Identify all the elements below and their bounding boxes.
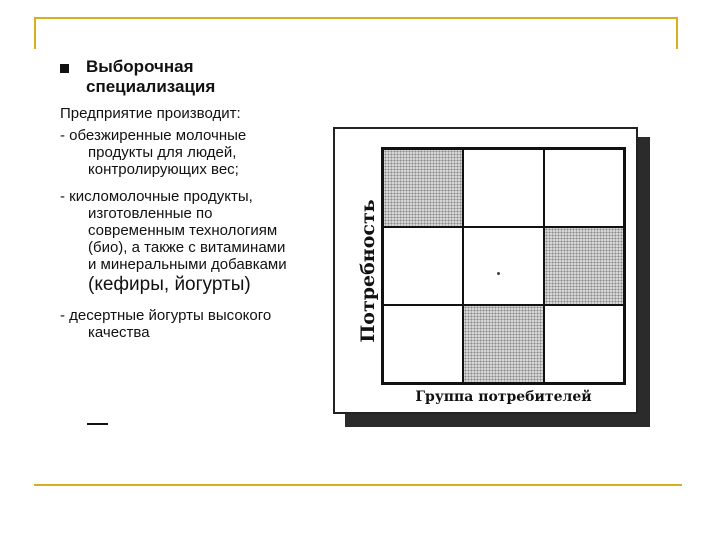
center-dot	[497, 272, 500, 275]
item-line: контролирующих вес;	[88, 161, 239, 178]
matrix-cell	[463, 227, 543, 305]
item-line: современным технологиям	[88, 222, 278, 239]
item-line: качества	[88, 324, 150, 341]
bottom-border-line	[34, 484, 682, 486]
specialization-matrix	[381, 147, 626, 385]
matrix-cell-shaded	[544, 227, 624, 305]
title-text: Выборочная специализация	[86, 57, 216, 96]
dash-mark	[87, 423, 108, 425]
item-line: - кисломолочные продукты,	[60, 188, 253, 205]
y-axis-label: Потребность	[357, 199, 379, 343]
list-item	[60, 307, 335, 341]
item-line: (кефиры, йогурты)	[88, 274, 251, 295]
x-axis-label: Группа потребителей	[415, 389, 592, 405]
list-item	[60, 188, 335, 297]
item-line: - обезжиренные молочные	[60, 127, 247, 144]
item-line: (био), а также с витаминами	[88, 239, 286, 256]
item-line: - десертные йогурты высокого	[60, 307, 272, 324]
body-text	[60, 105, 335, 351]
matrix-cell	[544, 149, 624, 227]
matrix-cell	[383, 227, 463, 305]
matrix-cell-shaded	[463, 305, 543, 383]
item-line: и минеральными добавками	[88, 256, 287, 273]
top-right-border-tick	[676, 17, 678, 49]
intro-text: Предприятие производит:	[60, 105, 241, 122]
matrix-cell	[463, 149, 543, 227]
list-item	[60, 127, 335, 178]
matrix-cell-shaded	[383, 149, 463, 227]
square-bullet-icon	[60, 64, 69, 73]
item-line: продукты для людей,	[88, 144, 237, 161]
matrix-cell	[544, 305, 624, 383]
matrix-shadow-bottom	[345, 414, 650, 427]
matrix-cell	[383, 305, 463, 383]
slide-title	[60, 57, 306, 97]
top-left-border-tick	[34, 17, 36, 49]
top-border-line	[34, 17, 678, 19]
item-line: изготовленные по	[88, 205, 213, 222]
matrix-shadow-right	[638, 137, 650, 427]
